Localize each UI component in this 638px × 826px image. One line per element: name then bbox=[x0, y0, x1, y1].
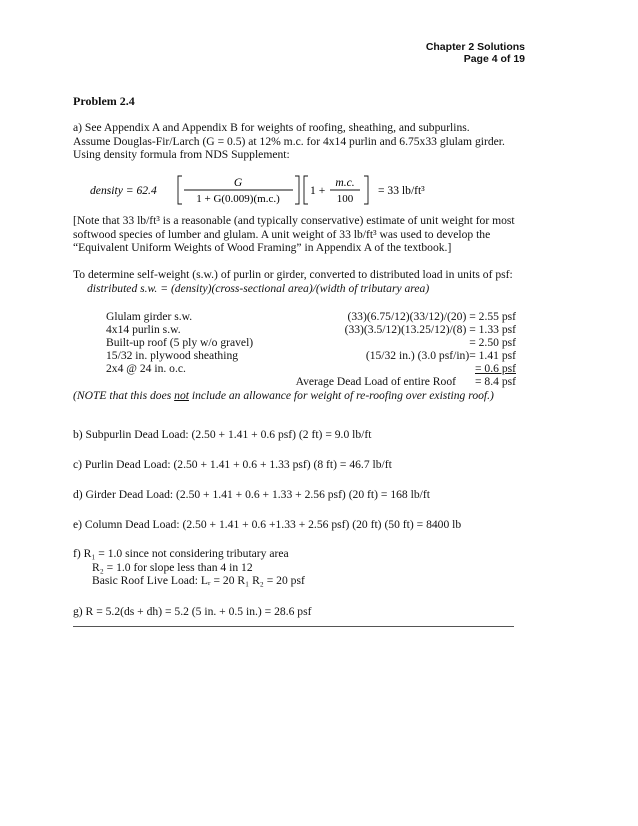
load-row bbox=[73, 336, 533, 350]
part-e: e) Column Dead Load: (2.50 + 1.41 + 0.6 +1.33 + 2.56 psf) (20 ft) (50 ft) = 8400 lb bbox=[73, 518, 462, 531]
formula-result: = 33 lb/ft³ bbox=[378, 184, 425, 197]
load-row bbox=[73, 323, 533, 337]
factor-denominator: 100 bbox=[336, 193, 354, 205]
part-g: g) R = 5.2(ds + dh) = 5.2 (5 in. + 0.5 in.) = 28.6 psf bbox=[73, 605, 312, 618]
bracket-right-1 bbox=[295, 176, 299, 204]
note-block bbox=[73, 214, 533, 255]
note-line: [Note that 33 lb/ft³ is a reasonable (and typically conservative) estimate of unit weight for most bbox=[73, 214, 515, 227]
part-f-line: f) R₁ = 1.0 since not considering tributary area bbox=[73, 547, 289, 560]
part-b: b) Subpurlin Dead Load: (2.50 + 1.41 + 0.6 psf) (2 ft) = 9.0 lb/ft bbox=[73, 428, 372, 441]
note2-underlined: not bbox=[174, 389, 189, 402]
page-header bbox=[426, 41, 525, 65]
average-label: Average Dead Load of entire Roof bbox=[295, 375, 456, 388]
formula-numerator: G bbox=[233, 176, 243, 189]
load-row bbox=[73, 349, 533, 363]
part-a-line: Using density formula from NDS Supplement: bbox=[73, 148, 290, 162]
bottom-divider bbox=[73, 626, 514, 627]
load-value: = 2.50 psf bbox=[469, 336, 516, 349]
part-d: d) Girder Dead Load: (2.50 + 1.41 + 0.6 + 1.33 + 2.56 psf) (20 ft) = 168 lb/ft bbox=[73, 488, 430, 501]
factor-prefix: 1 + bbox=[310, 184, 326, 197]
average-row bbox=[73, 375, 533, 389]
note2-after: include an allowance for weight of re-roofing over existing roof.) bbox=[188, 389, 494, 402]
average-value: = 8.4 psf bbox=[475, 375, 516, 388]
note-reroofing bbox=[73, 389, 543, 403]
note-line: “Equivalent Uniform Weights of Wood Framing” in Appendix A of the textbook.] bbox=[73, 241, 452, 255]
part-a-line: Assume Douglas-Fir/Larch (G = 0.5) at 12% m.c. for 4x14 purlin and 6.75x33 glulam girder. bbox=[73, 134, 505, 148]
load-value: = 0.6 psf bbox=[475, 362, 516, 375]
load-row bbox=[73, 310, 533, 324]
note-line: softwood species of lumber and glulam. A unit weight of 33 lb/ft³ was used to develop the bbox=[73, 227, 491, 241]
load-label: Glulam girder s.w. bbox=[106, 310, 193, 323]
load-label: 4x14 purlin s.w. bbox=[106, 323, 181, 336]
load-value: (33)(6.75/12)(33/12)/(20) = 2.55 psf bbox=[347, 310, 516, 323]
self-weight-block bbox=[73, 268, 543, 295]
formula-lhs: density = 62.4 bbox=[90, 184, 157, 197]
bracket-left-1 bbox=[178, 176, 182, 204]
part-c: c) Purlin Dead Load: (2.50 + 1.41 + 0.6 + 1.33 psf) (8 ft) = 46.7 lb/ft bbox=[73, 458, 392, 471]
part-f-line: Basic Roof Live Load: Lᵣ = 20 R₁ R₂ = 20 psf bbox=[92, 574, 305, 588]
part-f bbox=[73, 547, 543, 588]
load-label: 15/32 in. plywood sheathing bbox=[106, 349, 239, 362]
load-label: Built-up roof (5 ply w/o gravel) bbox=[106, 336, 254, 349]
bracket-left-2 bbox=[304, 176, 308, 204]
self-weight-formula: distributed s.w. = (density)(cross-sectional area)/(width of tributary area) bbox=[87, 281, 430, 295]
part-a-text bbox=[73, 121, 533, 162]
chapter-label: Chapter 2 Solutions bbox=[425, 41, 525, 53]
density-formula bbox=[90, 170, 490, 210]
load-row bbox=[73, 362, 533, 376]
self-weight-intro: To determine self-weight (s.w.) of purlin or girder, converted to distributed load in units of psf: bbox=[73, 268, 513, 281]
page-number: Page 4 of 19 bbox=[463, 53, 525, 65]
problem-title: Problem 2.4 bbox=[73, 94, 135, 108]
note2-before: (NOTE that this does bbox=[73, 389, 175, 402]
bracket-right-2 bbox=[364, 176, 368, 204]
load-label: 2x4 @ 24 in. o.c. bbox=[106, 362, 186, 375]
load-value: (33)(3.5/12)(13.25/12)/(8) = 1.33 psf bbox=[344, 323, 516, 336]
part-f-line: R₂ = 1.0 for slope less than 4 in 12 bbox=[92, 560, 253, 574]
formula-denominator: 1 + G(0.009)(m.c.) bbox=[196, 193, 280, 205]
factor-numerator: m.c. bbox=[335, 176, 355, 189]
part-a-line: a) See Appendix A and Appendix B for weights of roofing, sheathing, and subpurlins. bbox=[73, 121, 470, 134]
load-value: (15/32 in.) (3.0 psf/in)= 1.41 psf bbox=[365, 349, 516, 362]
